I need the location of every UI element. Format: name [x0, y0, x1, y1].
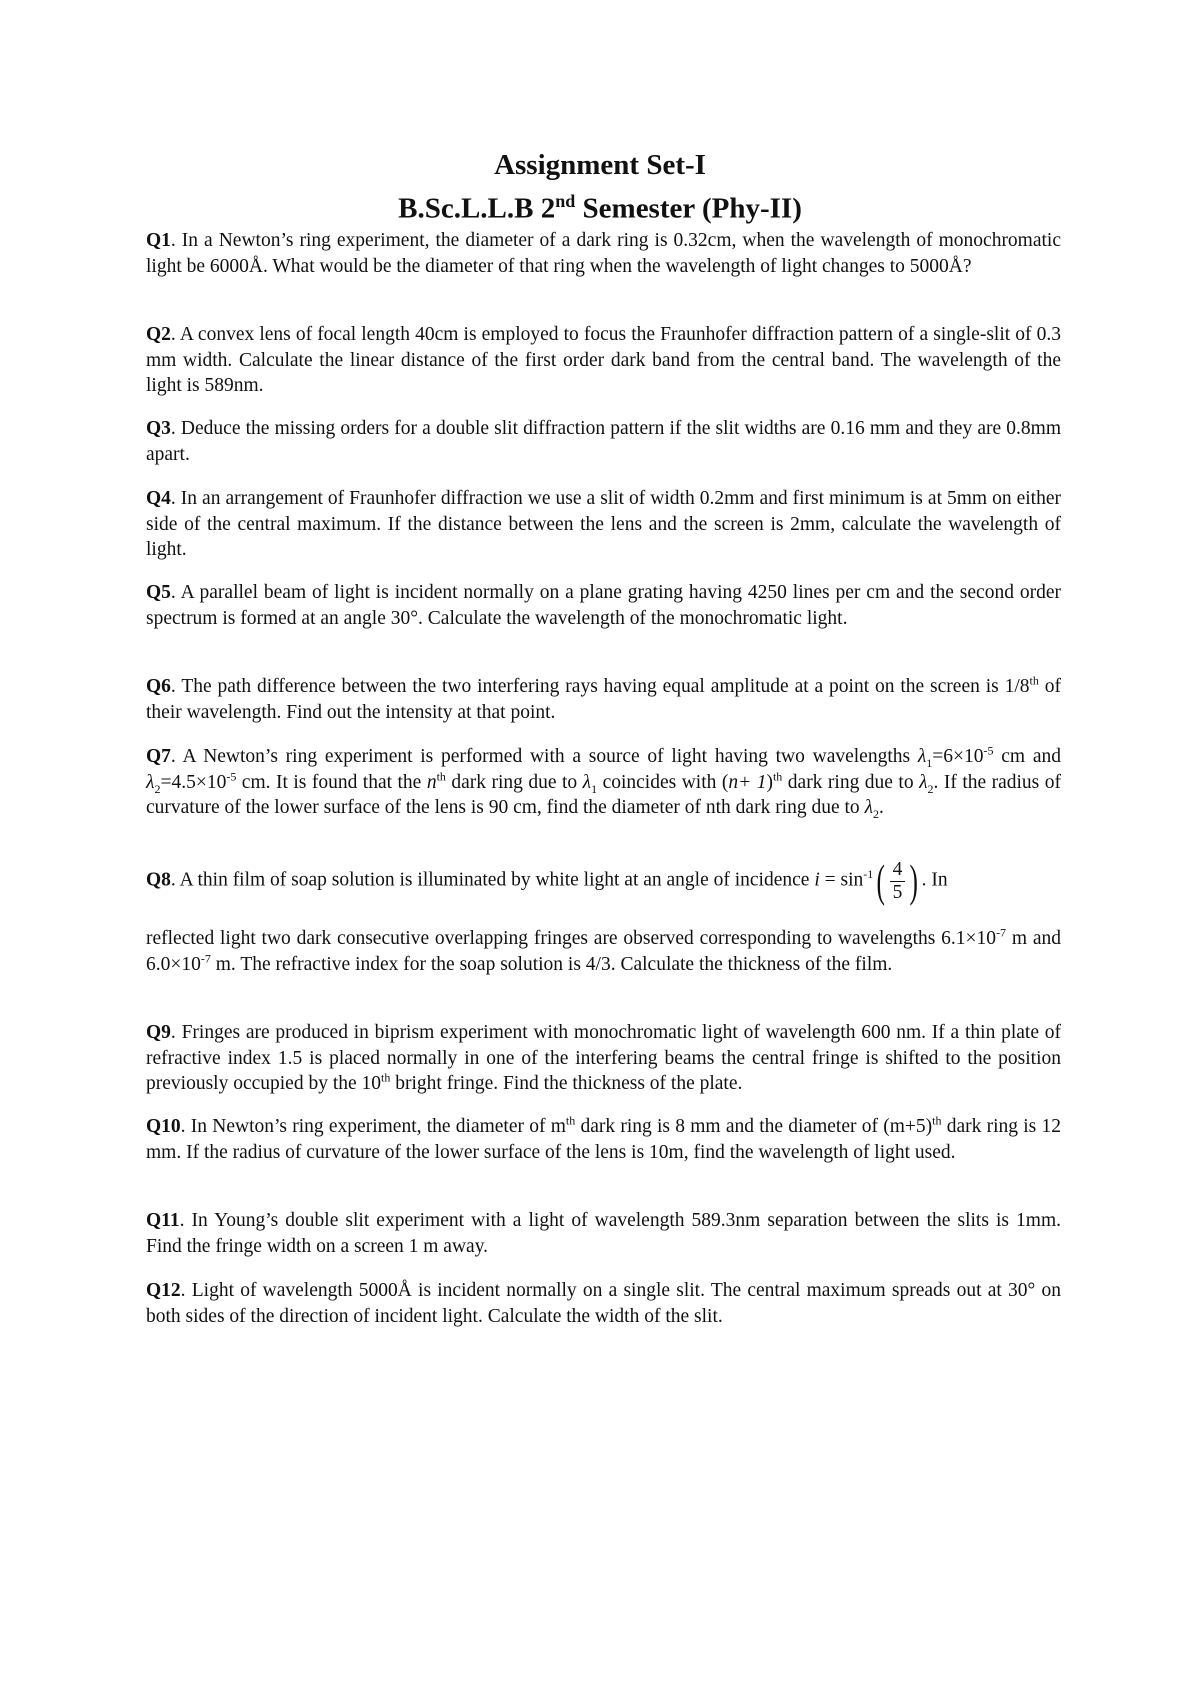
question-label: Q10	[146, 1116, 181, 1137]
question-text: . A convex lens of focal length 40cm is employed to focus the Fraunhofer diffraction pattern of a single-slit of 0.3 mm width. Calculate the linear distance of the first order dark band from the central band. The wavelength of the light is 589nm.	[146, 324, 1061, 396]
question-8-continued	[146, 926, 1061, 977]
superscript: -5	[983, 743, 994, 758]
superscript: -7	[996, 925, 1007, 940]
question-label: Q9	[146, 1022, 171, 1043]
question-text: . Deduce the missing orders for a double slit diffraction pattern if the slit widths are 0.16 mm and they are 0.8mm apart.	[146, 418, 1061, 465]
question-7	[146, 744, 1061, 821]
question-label: Q2	[146, 324, 171, 345]
question-text: . If the radius of curvature of the lower surface of the lens is 90 cm, find the diameter of nth dark ring due to	[146, 771, 1061, 818]
subtitle-text-end: Semester (Phy-II)	[575, 192, 802, 225]
question-text: bright fringe. Find the thickness of the plate.	[390, 1073, 743, 1094]
question-8	[146, 855, 1061, 906]
question-label: Q3	[146, 418, 171, 439]
subtitle-text: B.Sc.L.L.B 2	[398, 192, 556, 225]
question-text: dark ring is 8 mm and the diameter of (m+5)	[575, 1116, 933, 1137]
superscript: -1	[863, 866, 874, 881]
subscript: 1	[591, 781, 598, 796]
question-label: Q1	[146, 230, 171, 251]
fraction	[890, 859, 906, 904]
question-text: . A thin film of soap solution is illuminated by white light at an angle of incidence	[170, 869, 815, 891]
question-label: Q7	[146, 746, 171, 767]
question-text: m. The refractive index for the soap solution is 4/3. Calculate the thickness of the film.	[210, 953, 893, 975]
question-text: cm. It is found that the	[236, 771, 427, 793]
subtitle-sup: nd	[555, 191, 576, 211]
question-text: reflected light two dark consecutive overlapping fringes are observed corresponding to wavelengths 6.1×10	[146, 928, 997, 949]
equation-text: = sin	[819, 869, 864, 891]
superscript: -5	[226, 769, 237, 783]
course-subtitle	[0, 184, 1200, 226]
variable-n-plus-1: n+ 1	[728, 771, 767, 793]
question-5	[146, 580, 1061, 631]
question-label: Q4	[146, 488, 171, 509]
question-1	[146, 228, 1061, 279]
subscript: 2	[154, 781, 161, 796]
question-text: =4.5×10	[160, 771, 227, 793]
question-text: dark ring due to	[445, 771, 583, 793]
variable-i: i	[814, 869, 820, 891]
superscript: th	[565, 1113, 576, 1128]
subscript: 1	[926, 755, 933, 770]
lambda-symbol: λ	[919, 771, 928, 793]
question-text: )	[766, 771, 773, 793]
variable-n: n	[426, 771, 437, 793]
question-10	[146, 1114, 1061, 1165]
superscript: th	[772, 769, 783, 783]
superscript: -7	[200, 951, 211, 965]
right-paren: )	[909, 855, 919, 906]
question-4	[146, 486, 1061, 563]
lambda-symbol: λ	[582, 771, 592, 793]
superscript: th	[1029, 673, 1039, 688]
question-text: . In	[921, 869, 948, 891]
question-text: . The path difference between the two interfering rays having equal amplitude at a point on the screen is 1/8	[170, 676, 1030, 697]
question-text: . In Young’s double slit experiment with a light of wavelength 589.3nm separation between the slits is 1mm. Find the fringe width on a screen 1 m away.	[146, 1210, 1061, 1257]
subscript: 2	[873, 806, 880, 821]
question-label: Q11	[146, 1210, 180, 1231]
fraction-numerator: 4	[890, 859, 906, 882]
question-text: . In an arrangement of Fraunhofer diffraction we use a slit of width 0.2mm and first minimum is at 5mm on either side of the central maximum. If the distance between the lens and the screen is 2mm, calculate the wavelength of light.	[146, 488, 1061, 560]
question-2	[146, 322, 1061, 399]
superscript: th	[436, 769, 446, 783]
fraction-denominator: 5	[892, 881, 903, 903]
question-text: dark ring due to	[782, 771, 920, 793]
question-label: Q8	[146, 869, 171, 891]
question-label: Q12	[146, 1280, 181, 1301]
question-label: Q5	[146, 582, 171, 603]
subscript: 2	[927, 781, 934, 796]
question-6	[146, 674, 1061, 725]
lambda-symbol: λ	[146, 771, 155, 793]
question-text: . A parallel beam of light is incident normally on a plane grating having 4250 lines per cm and the second order spectrum is formed at an angle 30°. Calculate the wavelength of the monochromatic light.	[146, 582, 1061, 629]
question-11	[146, 1208, 1061, 1259]
lambda-symbol: λ	[917, 746, 927, 767]
question-text: cm and	[993, 746, 1061, 767]
question-text: .	[879, 797, 884, 818]
question-text: . Fringes are produced in biprism experiment with monochromatic light of wavelength 600 nm. If a thin plate of refractive index 1.5 is placed normally in one of the interfering beams the central fringe is shifted to the position previously occupied by the 10	[146, 1022, 1061, 1094]
question-text: . In a Newton’s ring experiment, the diameter of a dark ring is 0.32cm, when the wavelength of monochromatic light be 6000Å. What would be the diameter of that ring when the wavelength of light changes to 5000Å?	[146, 230, 1061, 277]
question-12	[146, 1278, 1061, 1329]
question-text: . A Newton’s ring experiment is performed with a source of light having two wavelengths	[170, 746, 918, 767]
question-9	[146, 1020, 1061, 1097]
question-text: =6×10	[932, 746, 984, 767]
superscript: th	[932, 1113, 942, 1128]
question-text: m and 6.0×10	[146, 928, 1061, 975]
question-text: coincides with (	[597, 771, 729, 793]
question-label: Q6	[146, 676, 171, 697]
question-text: . In Newton’s ring experiment, the diameter of m	[180, 1116, 566, 1137]
left-paren: (	[876, 855, 886, 906]
lambda-symbol: λ	[864, 797, 874, 818]
superscript: th	[381, 1070, 391, 1085]
question-3	[146, 416, 1061, 467]
question-text: of their wavelength. Find out the intensity at that point.	[146, 676, 1061, 723]
question-text: . Light of wavelength 5000Å is incident normally on a single slit. The central maximum spreads out at 30° on both sides of the direction of incident light. Calculate the width of the slit.	[146, 1280, 1061, 1327]
assignment-title: Assignment Set-I	[494, 149, 706, 181]
question-text: dark ring is 12 mm. If the radius of curvature of the lower surface of the lens is 10m, find the wavelength of light used.	[146, 1116, 1061, 1163]
